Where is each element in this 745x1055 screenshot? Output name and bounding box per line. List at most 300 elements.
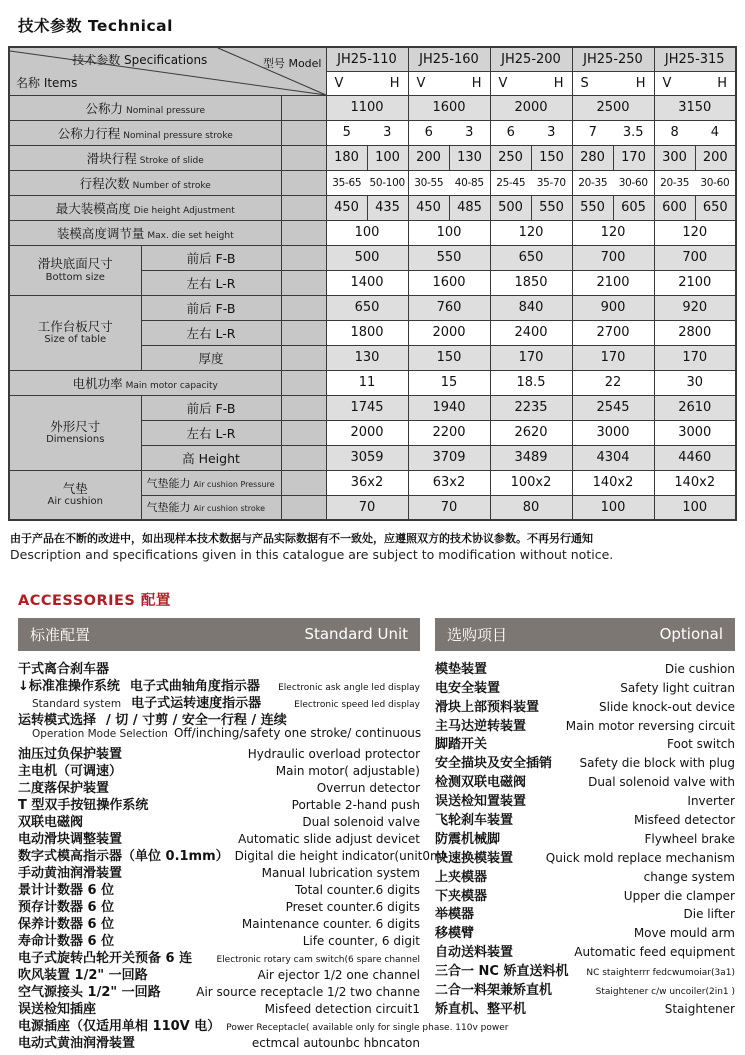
spec-value-pair (326, 120, 408, 145)
row-label-cn: 电机功率 (72, 375, 123, 391)
row-label (9, 195, 281, 220)
unit-cell (281, 270, 326, 295)
optional-item-desc: Inverter (687, 794, 735, 809)
spec-value: 2545 (572, 395, 654, 420)
spec-value: 3150 (654, 95, 736, 120)
sub-label-cn: 气垫能力 (146, 501, 191, 515)
optional-header (435, 618, 735, 651)
standard-item-desc: Power Receptacle( available only for single phase. 110v power (226, 1022, 509, 1033)
standard-item-desc: Hydraulic overload protector (247, 746, 420, 761)
spec-row (9, 145, 736, 170)
optional-item-desc: Staightener c/w uncoiler(2in1 ) (595, 987, 735, 998)
page-title: 技术参数 Technical (18, 17, 173, 35)
spec-value: 760 (408, 295, 490, 320)
spec-value: 4304 (572, 445, 654, 470)
spec-value: 170 (572, 345, 654, 370)
optional-item-desc: Dual solenoid valve with (588, 775, 735, 790)
unit-cell (281, 445, 326, 470)
sub-label-cn: 前后 F-B (186, 300, 236, 316)
standard-item-desc: Automatic slide adjust devicet (238, 831, 420, 846)
spec-value: 15 (408, 370, 490, 395)
spec-value: 3 (383, 125, 392, 140)
optional-item-label: 滑块上部预料装置 (435, 699, 540, 715)
spec-value: 2610 (654, 395, 736, 420)
spec-value-pair (408, 120, 490, 145)
spec-value-pair (572, 120, 654, 145)
standard-item-label: 预存计数器 6 位 (18, 899, 115, 915)
row-label-cn: 公称力 (85, 100, 124, 116)
standard-item-label: T 型双手按钮操作系统 (18, 797, 149, 813)
diagonal-header-cell (9, 47, 326, 95)
standard-item-label: 吹风装置 1/2" 一回路 (18, 967, 148, 983)
spec-value: 120 (490, 220, 572, 245)
spec-value: 20-35 (660, 176, 690, 189)
spec-value: 3059 (326, 445, 408, 470)
standard-item-label: 电动滑块调整装置 (18, 831, 123, 847)
catalogue-page (0, 14, 745, 1055)
spec-value-pair (408, 170, 490, 195)
spec-value-pair (490, 170, 572, 195)
standard-item (18, 964, 420, 981)
standard-item (18, 811, 420, 828)
unit-cell (281, 370, 326, 395)
optional-item-desc: Staightener (664, 1001, 735, 1016)
row-label-en: Max. die set height (147, 230, 234, 241)
spec-value: 36x2 (326, 470, 408, 495)
optional-item-label: 快速换模装置 (435, 850, 514, 866)
spec-value: 1600 (408, 95, 490, 120)
optional-item (435, 696, 735, 715)
group-label-cn: 工作台板尺寸 (37, 318, 113, 334)
sub-label-en: Air cushion stroke (193, 504, 266, 514)
spec-value: 100 (654, 495, 736, 520)
spec-value: 80 (490, 495, 572, 520)
standard-item-label: Standard system (32, 697, 122, 710)
spec-value: 30-55 (414, 176, 444, 189)
optional-item-desc: Quick mold replace mechanism (545, 850, 735, 865)
standard-item (18, 947, 420, 964)
group-label (9, 245, 141, 295)
group-label (9, 470, 141, 520)
standard-item-desc: Digital die height indicator(unit0m) (234, 848, 447, 863)
optional-item-label: 上夹模器 (435, 869, 488, 885)
spec-value: 2000 (408, 320, 490, 345)
optional-item-label: 下夹模器 (435, 888, 488, 904)
row-label-cn: 滑块行程 (86, 150, 137, 166)
spec-row (9, 295, 736, 320)
spec-row (9, 470, 736, 495)
spec-value: 1600 (408, 270, 490, 295)
spec-value: 180 (326, 145, 367, 170)
spec-value: 11 (326, 370, 408, 395)
vh-wrap (409, 76, 490, 91)
optional-item (435, 715, 735, 734)
spec-value: 840 (490, 295, 572, 320)
sub-label (141, 345, 281, 370)
standard-item-desc: Overrun detector (316, 780, 420, 795)
spec-row (9, 195, 736, 220)
sub-label-cn: 左右 L-R (186, 425, 236, 441)
spec-value: 120 (572, 220, 654, 245)
spec-value: 150 (531, 145, 572, 170)
spec-value: 500 (490, 195, 531, 220)
spec-value: 280 (572, 145, 613, 170)
optional-item-desc: Main motor reversing circuit (565, 718, 735, 733)
spec-value: 700 (654, 245, 736, 270)
spec-value: 7 (588, 125, 597, 140)
optional-item (435, 809, 735, 828)
standard-item (18, 845, 447, 864)
optional-item-label: 移模臂 (435, 926, 475, 942)
spec-value: 140x2 (654, 470, 736, 495)
spec-header-row-models (9, 47, 736, 71)
unit-cell (281, 170, 326, 195)
vh-left: V (662, 75, 672, 91)
standard-item-desc: Main motor( adjustable) (275, 763, 420, 778)
optional-item-desc: Automatic feed equipment (574, 945, 735, 960)
spec-value: 120 (654, 220, 736, 245)
row-label (9, 145, 281, 170)
optional-item-label: 二合一料架兼矫直机 (435, 983, 553, 999)
spec-value: 22 (572, 370, 654, 395)
spec-value: 3 (465, 125, 474, 140)
standard-item-label: 误送检知插座 (18, 1001, 97, 1017)
optional-item (435, 752, 735, 771)
optional-item (435, 941, 735, 960)
spec-value: 2800 (654, 320, 736, 345)
unit-cell (281, 120, 326, 145)
standard-item-label: 景计计数器 6 位 (18, 882, 115, 898)
group-label-en: Bottom size (45, 271, 105, 283)
row-label-en: Nominal pressure (126, 105, 205, 116)
spec-row (9, 95, 736, 120)
vh-wrap (573, 76, 654, 91)
spec-value: 63x2 (408, 470, 490, 495)
spec-value-pair (572, 170, 654, 195)
spec-value: 4 (710, 125, 720, 140)
spec-value: 450 (408, 195, 449, 220)
vh-left: V (416, 75, 426, 91)
spec-value: 2000 (326, 420, 408, 445)
spec-value: 150 (408, 345, 490, 370)
spec-value: 100 (572, 495, 654, 520)
standard-unit-header (18, 618, 420, 651)
standard-item-desc: Electronic ask angle led display (278, 682, 420, 693)
unit-cell (281, 195, 326, 220)
standard-item-label: 寿命计数器 6 位 (18, 933, 115, 949)
unit-cell (281, 395, 326, 420)
spec-row (9, 395, 736, 420)
vh-right: H (717, 75, 727, 91)
standard-item-desc: Air source receptacle 1/2 two channe (196, 984, 420, 999)
spec-value: 5 (342, 125, 351, 140)
spec-value: 130 (449, 145, 490, 170)
standard-item-label: 油压过负保护装置 (18, 746, 123, 762)
sub-label-cn: 前后 F-B (186, 400, 236, 416)
unit-cell (281, 220, 326, 245)
standard-item-desc: Life counter, 6 digit (302, 933, 420, 948)
spec-value: 130 (326, 345, 408, 370)
standard-item-desc: Portable 2-hand push (291, 797, 420, 812)
standard-item-desc: Misfeed detection circuit1 (264, 1001, 420, 1016)
standard-item-desc: Total counter.6 digits (294, 882, 420, 897)
standard-item (18, 913, 420, 930)
optional-item-desc: Die cushion (664, 661, 735, 676)
sub-label-cn: 左右 L-R (186, 325, 236, 341)
standard-item-label: 空气源接头 1/2" 一回路 (18, 984, 161, 1000)
spec-value-pair (326, 170, 408, 195)
standard-item-label: 主电机（可调速） (18, 763, 123, 779)
vh-right: H (635, 75, 646, 91)
sub-label-cn: 前后 F-B (186, 250, 236, 266)
model-header: JH25-200 (490, 47, 572, 71)
standard-item (18, 998, 420, 1015)
optional-item (435, 960, 735, 979)
optional-item-desc: Flywheel brake (644, 831, 735, 846)
spec-value: 2400 (490, 320, 572, 345)
spec-value: 3489 (490, 445, 572, 470)
vh-right: H (553, 75, 564, 91)
group-label-en: Dimensions (46, 434, 105, 446)
vh-right: H (389, 75, 400, 91)
spec-value: 35-65 (332, 176, 362, 189)
unit-cell (281, 320, 326, 345)
optional-item-desc: Safety die block with plug (579, 756, 735, 771)
spec-value: 6 (506, 125, 515, 140)
standard-item-label: 保养计数器 6 位 (18, 916, 115, 932)
spec-value: 200 (695, 145, 736, 170)
spec-value: 100 (367, 145, 408, 170)
unit-cell (281, 95, 326, 120)
spec-value: 920 (654, 295, 736, 320)
spec-value: 3000 (572, 420, 654, 445)
row-label-en: Nominal pressure stroke (123, 130, 233, 141)
spec-value: 30-60 (700, 176, 730, 189)
spec-value: 20-35 (578, 176, 608, 189)
standard-item-label: 运转模式选择 (18, 712, 97, 728)
spec-value: 30 (654, 370, 736, 395)
sub-label (141, 445, 281, 470)
optional-item-desc: change system (643, 869, 735, 884)
spec-value: 25-45 (496, 176, 526, 189)
row-label-en: Number of stroke (132, 180, 211, 191)
spec-value-pair (490, 120, 572, 145)
model-header: JH25-250 (572, 47, 654, 71)
standard-item (18, 862, 420, 879)
standard-item-label: 干式离合刹车器 (18, 661, 110, 677)
spec-value: 1100 (326, 95, 408, 120)
diag-model-label: 型号 Model (262, 57, 322, 70)
optional-item-label: 主马达逆转装置 (435, 718, 527, 734)
group-label-cn: 滑块底面尺寸 (37, 256, 113, 272)
row-label-cn: 最大装模高度 (55, 200, 131, 216)
spec-value: 435 (367, 195, 408, 220)
sub-label-cn: 气垫能力 (146, 476, 191, 490)
group-label-en: Size of table (44, 334, 107, 346)
vh-wrap (327, 76, 408, 91)
sub-label-cn: 高 Height (182, 450, 240, 466)
spec-value: 550 (531, 195, 572, 220)
standard-item-desc: Manual lubrication system (261, 865, 420, 880)
optional-item-desc: Misfeed detector (633, 813, 735, 828)
sub-label-cn: 左右 L-R (186, 275, 236, 291)
standard-item (18, 1015, 509, 1034)
standard-item-desc: Electronic rotary cam switch(6 spare channel (216, 954, 420, 965)
optional-item (435, 677, 735, 696)
spec-value: 1745 (326, 395, 408, 420)
diag-specifications-label: 技术参数 Specifications (72, 53, 208, 67)
vh-wrap (491, 76, 572, 91)
optional-item-label: 检测双联电磁阀 (435, 775, 527, 791)
optional-item (435, 922, 735, 941)
vh-header (408, 71, 490, 95)
spec-value: 6 (424, 125, 433, 140)
model-header: JH25-110 (326, 47, 408, 71)
standard-item-label: 电子式旋转凸轮开关预备 6 连 (18, 950, 193, 966)
sub-label (141, 395, 281, 420)
optional-item-label: 飞轮刹车装置 (435, 813, 514, 829)
sub-label (141, 295, 281, 320)
vh-header (572, 71, 654, 95)
spec-value: 3.5 (622, 125, 644, 140)
spec-value: 40-85 (454, 176, 484, 189)
optional-item-desc: Foot switch (667, 737, 735, 752)
spec-value: 2620 (490, 420, 572, 445)
row-label-cn: 公称力行程 (57, 125, 121, 141)
standard-item (18, 777, 420, 794)
sub-label (141, 320, 281, 345)
standard-item-label: 二度落保护装置 (18, 780, 110, 796)
spec-value: 100x2 (490, 470, 572, 495)
row-label-en: Die height Adjustment (133, 205, 235, 216)
optional-item-desc: NC staighterrr fedcwumoiar(3a1) (586, 968, 735, 979)
optional-item-label: 三合一 NC 矫直送料机 (435, 964, 569, 980)
vh-header (654, 71, 736, 95)
optional-item (435, 903, 735, 922)
spec-value: 1850 (490, 270, 572, 295)
optional-item (435, 866, 735, 885)
unit-cell (281, 245, 326, 270)
optional-item-label: 防震机械脚 (435, 831, 501, 847)
spec-value: 170 (613, 145, 654, 170)
spec-value: 30-60 (618, 176, 648, 189)
standard-item (18, 930, 420, 947)
spec-value: 450 (326, 195, 367, 220)
vh-header (326, 71, 408, 95)
spec-value-pair (654, 120, 736, 145)
spec-value: 3 (547, 125, 556, 140)
sub-label (141, 470, 281, 495)
standard-item (18, 692, 420, 709)
unit-cell (281, 470, 326, 495)
diag-items-label: 名称 Items (16, 75, 78, 90)
optional-item-label: 脚踏开关 (435, 737, 488, 753)
optional-item-desc: Safety light cuitran (620, 680, 735, 695)
row-label (9, 95, 281, 120)
spec-value: 170 (490, 345, 572, 370)
accessories-columns (18, 618, 735, 1049)
row-label (9, 120, 281, 145)
spec-value: 2500 (572, 95, 654, 120)
optional-panel (435, 618, 735, 1049)
standard-item-mid: 电子式运转速度指示器 (131, 695, 262, 711)
standard-item-desc: Dual solenoid valve (302, 814, 420, 829)
spec-value: 300 (654, 145, 695, 170)
spec-value: 1400 (326, 270, 408, 295)
spec-value: 18.5 (490, 370, 572, 395)
optional-item (435, 847, 735, 866)
disclaimer-en: Description and specifications given in this catalogue are subject to modification without notice. (10, 547, 614, 563)
standard-item-label: 电源插座（仅适用单相 110V 电） (18, 1018, 221, 1034)
vh-left: V (334, 75, 344, 91)
sub-label-cn: 厚度 (198, 350, 224, 366)
spec-value: 70 (326, 495, 408, 520)
spec-value: 50-100 (369, 176, 405, 189)
optional-item (435, 733, 735, 752)
standard-item (18, 981, 420, 998)
row-label (9, 170, 281, 195)
spec-value: 70 (408, 495, 490, 520)
standard-item-label: Operation Mode Selection (32, 727, 168, 740)
standard-item (18, 675, 420, 692)
optional-item (435, 998, 735, 1017)
spec-value: 1940 (408, 395, 490, 420)
spec-value: 170 (654, 345, 736, 370)
spec-value: 900 (572, 295, 654, 320)
standard-item-label: 双联电磁阀 (18, 814, 84, 830)
standard-item (18, 794, 420, 811)
optional-item (435, 828, 735, 847)
standard-item (18, 896, 420, 913)
spec-value: 550 (572, 195, 613, 220)
spec-row (9, 245, 736, 270)
disclaimer-note (10, 531, 745, 564)
row-label (9, 370, 281, 395)
sub-label-en: Air cushion Pressure (193, 479, 275, 489)
group-label (9, 395, 141, 470)
unit-cell (281, 495, 326, 520)
standard-item (18, 879, 420, 896)
spec-value: 100 (326, 220, 408, 245)
standard-item (18, 760, 420, 777)
row-label-en: Main motor capacity (125, 380, 218, 391)
vh-wrap (655, 76, 736, 91)
spec-value: 3709 (408, 445, 490, 470)
standard-unit-header-cn: 标准配置 (30, 625, 91, 644)
model-header: JH25-160 (408, 47, 490, 71)
unit-cell (281, 345, 326, 370)
spec-value: 140x2 (572, 470, 654, 495)
spec-value: 100 (408, 220, 490, 245)
optional-item-label: 安全描块及安全插销 (435, 756, 553, 772)
standard-item (18, 726, 420, 743)
spec-row (9, 220, 736, 245)
group-label-cn: 气垫 (62, 481, 88, 497)
sub-label (141, 420, 281, 445)
spec-value: 4460 (654, 445, 736, 470)
optional-item-desc: Move mould arm (633, 926, 735, 941)
optional-item-label: 举模器 (435, 907, 475, 923)
vh-left: S (580, 75, 589, 91)
optional-item (435, 979, 735, 998)
optional-item (435, 658, 735, 677)
standard-item-mid: / 切 / 寸剪 / 安全一行程 / 连续 (106, 712, 287, 728)
vh-header (490, 71, 572, 95)
spec-value: 2100 (654, 270, 736, 295)
spec-row (9, 120, 736, 145)
spec-value: 600 (654, 195, 695, 220)
spec-value: 500 (326, 245, 408, 270)
